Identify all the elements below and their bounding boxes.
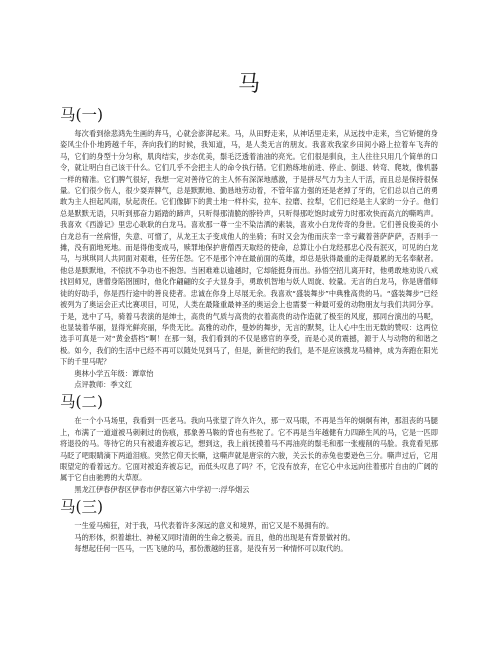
section-heading: 马(一)	[60, 106, 104, 124]
author-line: 奥林小学五年级：谭章怡	[74, 368, 154, 378]
paragraph: 每想起任何一匹马，一匹飞驰的马，那份激越的狂喜，是没有另一种情怀可以取代的。	[74, 544, 348, 553]
section-heading: 马(二)	[60, 393, 104, 412]
section-1	[60, 106, 438, 390]
section-3	[60, 498, 438, 554]
paragraph: 每次看到徐悲鸿先生画的奔马，心就会澎湃起来。马，从田野走来，从神话里走来，从远技中走来，当它矫健的身姿风尘仆仆地跨越千年，奔向我们的时候，我知道，马，是人类无言的朋友。我喜欢我家乡田间小路上拉着车飞奔的马，它们的身型十分匀称，肌肉结实，步态优美，鬃毛泛透着油油的亮光。它们很是驯良，主人往往只用几个简单的口令，就让明白自己该干什么。它们几乎不会把主人的命令执行错。它们熟练地前进、停止、倒退、转弯、爬坡，像机器一样的精准。它们脾气很好，我想一定对善待它的主人怀有深深地感激，于是拼尽气力为主人干活，而且总是保持很保量。它们很少伤人，很少耍弄脾气，总是默默地、勤恳地劳动着，不管年富力强的还是老掉了牙的，它们总以自己的勇敢为主人担起风雨，驮起责任。它们像脚下的黄土地一样朴实，拉车、拉磨、拉犁，它们已经是主人家的一分子。他们总是默默无语，只听到那奋力蹈踏的蹄声，只听得那清脆的脖铃声，只听得那吃饱时或劳力时那欢快而高亢的嘶鸣声。我喜欢《西游记》里忠心耿耿的白龙马。喜欢那一尊一尘不染洁洒的素装，喜欢小白龙传奇的身世。它们善良俊美的小白龙总有一丝病惜，失意、可憎了，从龙王太子变成他人的坐骑；有时又会为他而庆幸一幸亏藏着菩萨萨萨，否则手一摊，没有面地死地。而是得他变成马，赎罪地保护唐僧西天取经的使命，总算让小白龙经那忠心没有泯灭，可见的白龙马，与琪琪同人共同面对艰难，任劳任怨。它不是那个冲在最前面的英雄，却总是驮得最重的走得最累的无名奉献者。他总是默默地，不惊扰不争功也不抱怨。当困难难以逾越时，它却能挺身而出。孙悟空招儿离开时，他勇敢地劝说八戒找回师兄，唐僧身陷囹圄时，他化作翩翩的女子大显身手，勇敢机智地与妖人周旋、较量。无言的白龙马，你是唐僧师徒的好助手，你是西行途中的善良使者。忠诚在你身上尽展无余。我喜欢“盛装舞步”中典雅高贵的马。“盛装舞步”已经被列为了奥运会正式比赛项目，可见，人类在最隆重最神圣的奥运会上也需要一种最可爱的动物朋友与我们共同分享。于是，选中了马，骑着马表演的是绅士，高贵的气质与高贵的衣着高贵的动作造就了极至的风度，那同台演出的马呢，也显装着华丽，显得光鲜亮丽，华贵无比。高雅的动作，曼妙的舞步，无言的默契，让人心中生出无数的赞叹：这两位选手可真是一对“黄金搭档”啊！在那一刻，我们看到的不仅是感官的享受，而是心灵的震撼，源于人与动物的和谐之极。如今，我们的生活中已经不再可以随处见到马了，但是，新世纪的我们，是不是应该携龙马精神，成为奔跑在阳光下的千里马呢？	[60, 129, 438, 367]
paragraph: 马的形体，炽着雄壮、神秘又同时清朗的生命之极美。而且，他的出现是有背景做衬的。	[74, 532, 355, 542]
author-line: 点评教师：季文红	[74, 379, 132, 389]
paragraph: 在一个小马场里，我看到一匹老马。我向马张望了许久许久，那一双马眼，不再是当年的炯炯有神，那沮丧的马腿上，布满了一道道被马刺刺过的伤痕，那象善马鞍的背也有些驼了。它不再是当年越健有力四蹄生风的马，它是一匹即将退役的马。等待它的只有被遗弃被忘记，想到这，我上前抚摸着马不再油亮的鬃毛和那一张瘦削的马脸。我竟看见那马眨了吧眼睛滴下两道泪痕。突然它仰天长嘶，这嘶声就是唐宗的六骏，关云长的赤兔也要逊色三分。嘶声过后，它用眼望定的看着远方。它面对被追弃被忘记，而低头叹息了吗？不，它没有放弃，在它心中永远向往着那片自由的广阔的属于它自由驰骋的大草原。	[60, 416, 438, 483]
document-title: 马	[237, 72, 260, 97]
section-2	[60, 393, 438, 495]
section-heading: 马(三)	[60, 498, 104, 517]
sections-container	[60, 106, 438, 554]
author-line: 黑龙江伊春伊春区伊春市伊春区第六中学初一:浮华烟云	[74, 484, 250, 494]
paragraph: 一生爱马痴狂，对于我，马代表着许多深远的意义和境界，而它又是不易拥有的。	[74, 521, 334, 531]
